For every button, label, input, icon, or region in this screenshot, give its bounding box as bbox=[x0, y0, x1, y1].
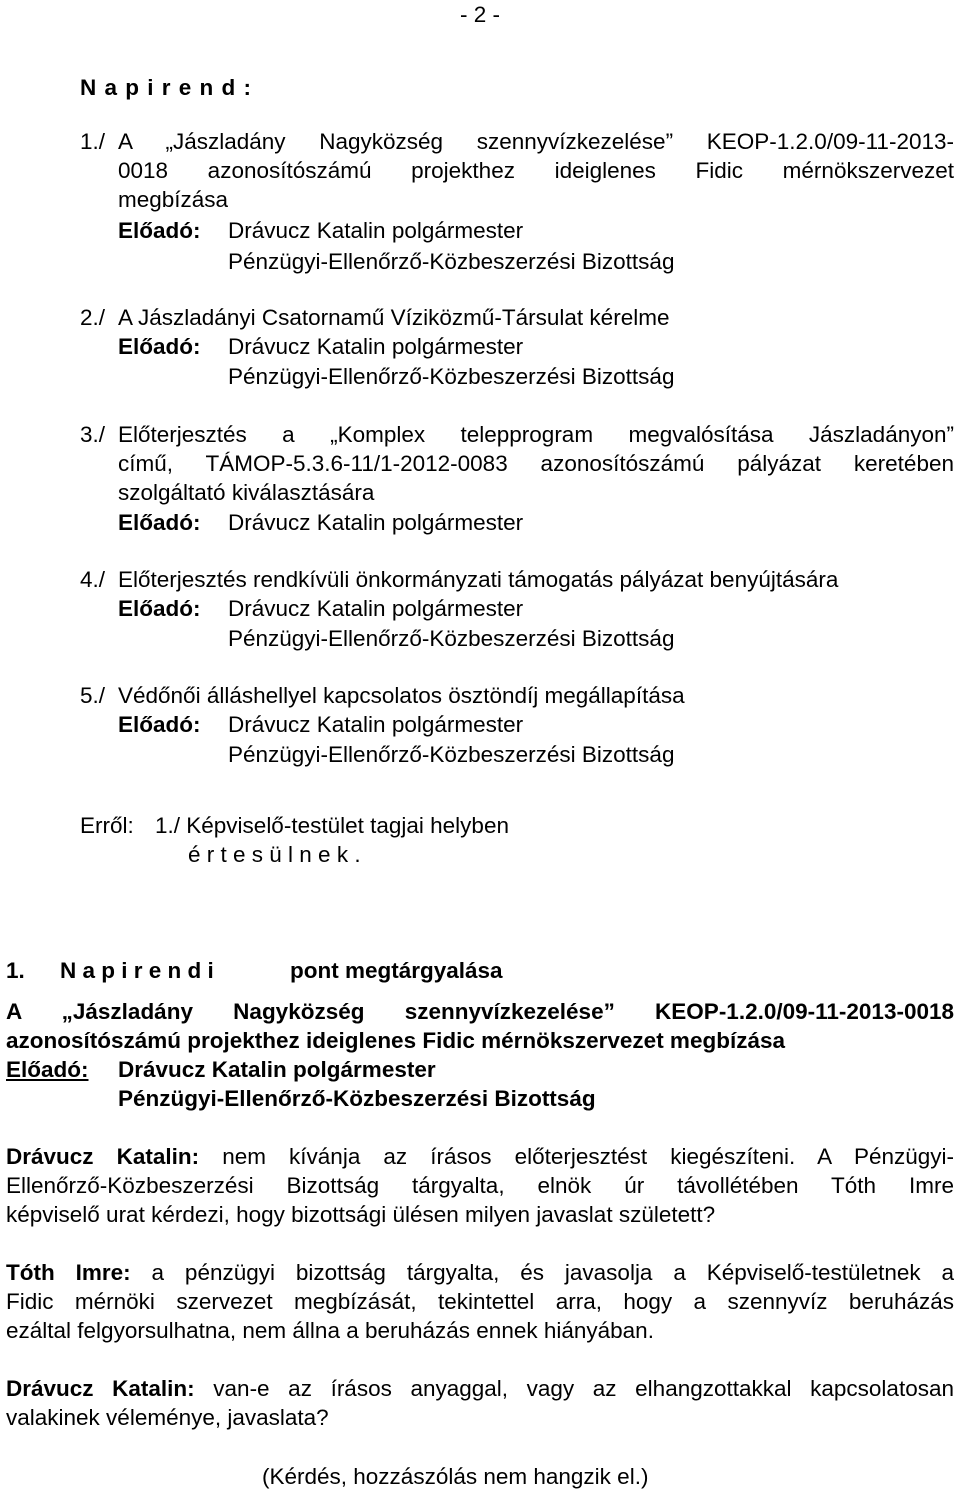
presenter-label: Előadó: bbox=[118, 596, 201, 621]
presenter-name: Drávucz Katalin polgármester bbox=[228, 712, 524, 737]
agenda-item-text: megbízása bbox=[118, 187, 229, 212]
agenda-item-text: szolgáltató kiválasztására bbox=[118, 480, 375, 505]
agenda-item-number: 1./ bbox=[80, 129, 106, 154]
minutes-line: képviselő urat kérdezi, hogy bizottsági ülésen milyen javaslat született? bbox=[6, 1202, 716, 1227]
agenda-item-text: 0018 azonosítószámú projekthez ideiglenes Fidic mérnökszervezet bbox=[118, 158, 954, 183]
presenter-label: Előadó: bbox=[118, 712, 201, 737]
agenda-item-text: Előterjesztés a „Komplex telepprogram megvalósítása Jászladányon” bbox=[118, 422, 954, 447]
agenda-item-text: A „Jászladány Nagyközség szennyvízkezelése” KEOP-1.2.0/09-11-2013- bbox=[118, 129, 954, 154]
agenda-item-text: Előterjesztés rendkívüli önkormányzati támogatás pályázat benyújtására bbox=[118, 567, 839, 592]
agenda-item-text: című, TÁMOP-5.3.6-11/1-2012-0083 azonosítószámú pályázat keretében bbox=[118, 451, 954, 476]
minutes-line: ezáltal felgyorsulhatna, nem állna a beruházás ennek hiányában. bbox=[6, 1318, 654, 1343]
agenda-item-text: Védőnői álláshellyel kapcsolatos ösztöndíj megállapítása bbox=[118, 683, 685, 708]
minutes-text: nem kívánja az írásos előterjesztést kiegészíteni. A Pénzügyi- bbox=[199, 1144, 954, 1169]
page-number: - 2 - bbox=[460, 2, 501, 27]
notice-text: 1./ Képviselő-testület tagjai helyben bbox=[155, 813, 509, 838]
presenter-label: Előadó: bbox=[118, 510, 201, 535]
section-presenter-label: Előadó: bbox=[6, 1057, 89, 1082]
section-title-spaced: N a p i r e n d i bbox=[60, 958, 214, 983]
agenda-item-number: 4./ bbox=[80, 567, 106, 592]
minutes-text: a pénzügyi bizottság tárgyalta, és javasolja a Képviselő-testületnek a bbox=[130, 1260, 955, 1285]
presenter-label: Előadó: bbox=[118, 334, 201, 359]
agenda-item-number: 5./ bbox=[80, 683, 106, 708]
presenter-label: Előadó: bbox=[118, 218, 201, 243]
presenter-name: Drávucz Katalin polgármester bbox=[228, 596, 524, 621]
minutes-line bbox=[6, 1258, 954, 1287]
closing-note: (Kérdés, hozzászólás nem hangzik el.) bbox=[262, 1464, 649, 1489]
committee-name: Pénzügyi-Ellenőrző-Közbeszerzési Bizottság bbox=[228, 626, 675, 651]
section-heading-line: A „Jászladány Nagyközség szennyvízkezelése” KEOP-1.2.0/09-11-2013-0018 bbox=[6, 999, 954, 1024]
agenda-item-number: 3./ bbox=[80, 422, 106, 447]
agenda-title: N a p i r e n d : bbox=[80, 75, 253, 100]
minutes-line: Ellenőrző-Közbeszerzési Bizottság tárgyalta, elnök úr távollétében Tóth Imre bbox=[6, 1173, 954, 1198]
speaker-name: Tóth Imre: bbox=[6, 1260, 131, 1285]
section-number: 1. bbox=[6, 958, 25, 983]
committee-name: Pénzügyi-Ellenőrző-Közbeszerzési Bizottság bbox=[228, 364, 675, 389]
section-presenter-name: Drávucz Katalin polgármester bbox=[118, 1057, 436, 1082]
notice-text-spaced: é r t e s ü l n e k . bbox=[188, 842, 361, 867]
section-title: pont megtárgyalása bbox=[290, 958, 503, 983]
committee-name: Pénzügyi-Ellenőrző-Közbeszerzési Bizottság bbox=[228, 249, 675, 274]
notice-label: Erről: bbox=[80, 813, 134, 838]
minutes-text: van-e az írásos anyaggal, vagy az elhangzottakkal kapcsolatosan bbox=[194, 1376, 954, 1401]
section-heading-line: azonosítószámú projekthez ideiglenes Fidic mérnökszervezet megbízása bbox=[6, 1028, 785, 1053]
minutes-line bbox=[6, 1374, 954, 1403]
presenter-name: Drávucz Katalin polgármester bbox=[228, 334, 524, 359]
agenda-item-text: A Jászladányi Csatornamű Víziközmű-Társulat kérelme bbox=[118, 305, 670, 330]
minutes-line: valakinek véleménye, javaslata? bbox=[6, 1405, 329, 1430]
section-committee-name: Pénzügyi-Ellenőrző-Közbeszerzési Bizottság bbox=[118, 1086, 596, 1111]
agenda-item-number: 2./ bbox=[80, 305, 106, 330]
presenter-name: Drávucz Katalin polgármester bbox=[228, 218, 524, 243]
presenter-name: Drávucz Katalin polgármester bbox=[228, 510, 524, 535]
minutes-line bbox=[6, 1142, 954, 1171]
speaker-name: Drávucz Katalin: bbox=[6, 1376, 195, 1401]
speaker-name: Drávucz Katalin: bbox=[6, 1144, 200, 1169]
committee-name: Pénzügyi-Ellenőrző-Közbeszerzési Bizottság bbox=[228, 742, 675, 767]
minutes-line: Fidic mérnöki szervezet megbízását, tekintettel arra, hogy a szennyvíz beruházás bbox=[6, 1289, 954, 1314]
